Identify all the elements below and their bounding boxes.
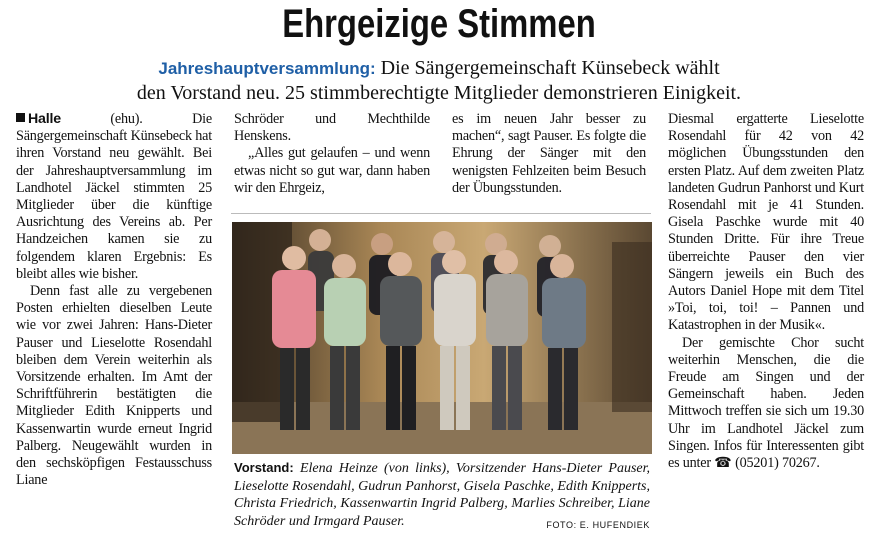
- paragraph: „Alles gut gelaufen – und wenn etwas nicht so gut war, dann haben wir den Ehrgeiz,: [234, 145, 430, 196]
- paragraph: [668, 335, 864, 473]
- photo-top-rule: [231, 213, 651, 214]
- bullet-square-icon: [16, 113, 25, 122]
- kicker: Jahreshauptversammlung:: [158, 59, 376, 78]
- phone-number: (05201) 70267.: [731, 455, 820, 472]
- article-column-3: [452, 111, 646, 197]
- caption-text: Elena Heinze (von links), Vorsitzender Hans-Dieter Pauser, Lieselotte Rosendahl, Gudrun Panhorst, Gisela Paschke, Edith Knipperts, Christa Friedrich, Kassenwartin Ingrid Palberg, Marlies Schreiber, Liane Schröder und Irmgard Pauser.: [234, 461, 650, 529]
- photo-credit: FOTO: E. HUFENDIEK: [546, 520, 650, 530]
- subhead-line-1: Die Sängergemeinschaft Künsebeck wählt: [375, 57, 720, 79]
- paragraph: Denn fast alle zu vergebenen Posten erhielten dieselben Leute wie vor zwei Jahren: Hans-Dieter Pauser und Lieselotte Rosendahl bleiben dem Verein weiterhin als Vorsitzende erhalten. Im Amt der Schriftführerin bestätigten die Mitglieder Edith Knipperts und Kassenwartin wurde erneut Ingrid Palberg. Neugewählt wurden in den sechsköpfigen Festausschuss Liane: [16, 283, 212, 489]
- subhead-line-2: den Vorstand neu. 25 stimmberechtigte Mitglieder demonstrieren Einigkeit.: [136, 82, 742, 104]
- article-column-1: [16, 111, 212, 489]
- paragraph-text: (ehu). Die Sängergemeinschaft Künsebeck hat ihren Vorstand neu gewählt. Bei der Jahreshauptversammlung im Landhotel Jäckel stimmten 25 Mitglieder über die künftige Ausrichtung des Vereins ab. Per Handzeichen kamen sie zu folgendem klaren Ergebnis: Es bleibt alles wie bisher.: [16, 111, 212, 282]
- paragraph: es im neuen Jahr besser zu machen“, sagt Pauser. Es folgte die Ehrung der Sänger mit den wenigsten Fehlzeiten beim Besuch der Übungsstunden.: [452, 111, 646, 196]
- paragraph: [16, 111, 212, 283]
- subheadline: [20, 56, 858, 106]
- group-photo-icon: [232, 222, 652, 454]
- headline: Ehrgeizige Stimmen: [282, 2, 596, 46]
- paragraph: Diesmal ergatterte Lieselotte Rosendahl für 42 von 42 möglichen Übungsstunden den ersten Platz. Auf dem zweiten Platz landeten Gudrun Panhorst und Kurt Rosendahl mit je 41 Stunden. Gisela Paschke wurde mit 40 Stunden Dritte. Für ihre Treue überreichte Pauser den vier Sängern jeweils ein Buch des Autors Daniel Hope mit dem Titel »Toi, toi, toi! – Pannen und Katastrophen in der Musik«.: [668, 111, 864, 334]
- caption-label: Vorstand:: [234, 460, 294, 475]
- article-column-4: [668, 111, 864, 472]
- dateline-location: Halle: [28, 111, 61, 127]
- group-photo: [232, 222, 652, 454]
- article-column-2: [234, 111, 430, 197]
- paragraph-text: Der gemischte Chor sucht weiterhin Menschen, die die Freude am Singen und der Gemeinschaft haben. Jeden Mittwoch treffen sie sich um 19.30 Uhr im Landhotel Jäckel zum Singen. Infos für Interessenten gibt es unter: [668, 334, 864, 472]
- phone-icon: ☎: [714, 455, 732, 472]
- paragraph: Schröder und Mechthilde Henskens.: [234, 111, 430, 145]
